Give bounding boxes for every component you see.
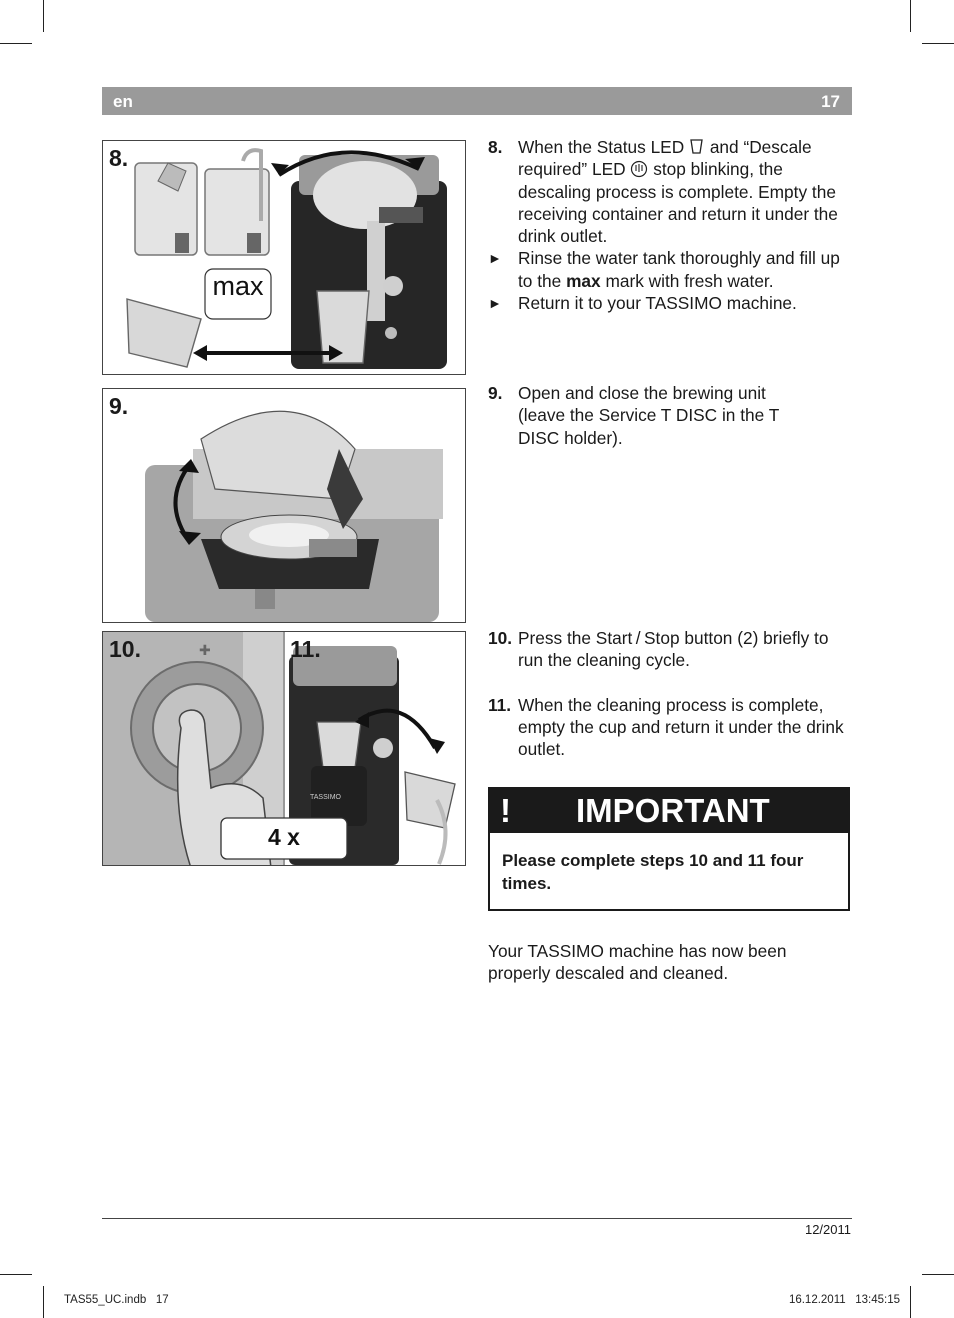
figure-number: 9. xyxy=(109,393,129,419)
step-11 xyxy=(488,694,852,761)
step-text: When the Status LED xyxy=(518,137,685,157)
descale-led-icon xyxy=(630,160,648,178)
bullet-rinse xyxy=(488,247,852,292)
svg-text:✚: ✚ xyxy=(199,643,211,659)
language-code: en xyxy=(113,92,133,111)
figure-step-9 xyxy=(102,388,466,623)
important-body: Please complete steps 10 and 11 four times. xyxy=(502,851,804,893)
step-10 xyxy=(488,627,852,672)
crop-mark xyxy=(910,1286,911,1318)
bullet-arrow-icon: ► xyxy=(488,250,502,267)
step-10-11-instructions xyxy=(488,627,852,760)
repeat-count-label: 4 x xyxy=(268,824,300,850)
conclusion-text: Your TASSIMO machine has now been properly descaled and cleaned. xyxy=(488,941,787,984)
important-notice xyxy=(488,787,850,911)
step-text-bold: max xyxy=(566,270,601,291)
print-file-slug: TAS55_UC.indb 17 xyxy=(64,1294,169,1306)
cup-led-icon xyxy=(689,138,705,155)
step-number: 9. xyxy=(488,383,503,403)
important-header xyxy=(490,789,848,833)
step-text: Rinse the water tank thoroughly and fill up to the xyxy=(518,248,840,291)
step-text: When the cleaning process is complete, empty the cup and return it under the drink outlet. xyxy=(518,694,844,760)
figure-step-8 xyxy=(102,140,466,375)
crop-mark xyxy=(43,0,44,32)
step-text: Return it to your TASSIMO machine. xyxy=(518,293,797,314)
step-text: and “Descale required” LED xyxy=(518,137,812,180)
step-9-instructions xyxy=(488,382,798,449)
step-number: 8. xyxy=(488,137,503,157)
footer-rule xyxy=(102,1218,852,1219)
brewing-unit-illustration xyxy=(103,389,465,622)
step-8-instructions xyxy=(488,136,852,314)
bullet-return xyxy=(488,292,852,314)
step-text: mark with fresh water. xyxy=(605,270,774,291)
important-title: IMPORTANT xyxy=(576,792,770,829)
step-8 xyxy=(488,136,852,247)
step-number: 10. xyxy=(488,628,513,648)
figure-number: 10. xyxy=(109,636,141,662)
step-text: Open and close the brewing unit (leave the Service T DISC in the T DISC holder). xyxy=(518,383,779,448)
page-header xyxy=(102,87,852,115)
figure-steps-10-11 xyxy=(102,631,466,866)
crop-mark xyxy=(910,0,911,32)
crop-mark xyxy=(922,1274,954,1275)
max-mark-label: max xyxy=(212,271,264,301)
step-text: Press the Start / Stop button (2) briefly to run the cleaning cycle. xyxy=(518,628,829,671)
step-number: 11. xyxy=(488,694,512,715)
print-timestamp-slug: 16.12.2011 13:45:15 xyxy=(788,1294,900,1306)
cup-brand-label: TASSIMO xyxy=(310,794,341,801)
crop-mark xyxy=(43,1286,44,1318)
figure-number: 11. xyxy=(290,636,321,662)
step-9 xyxy=(488,382,798,449)
bullet-arrow-icon: ► xyxy=(488,295,502,312)
crop-mark xyxy=(0,1274,32,1275)
descale-rinse-illustration xyxy=(103,141,465,374)
step-text: stop blinking, the descaling process is complete. Empty the receiving container and return it under the drink outlet. xyxy=(518,159,838,247)
page-number: 17 xyxy=(821,92,840,111)
figure-number: 8. xyxy=(109,145,129,171)
crop-mark xyxy=(922,43,954,44)
warning-icon: ! xyxy=(500,792,511,829)
footer-date: 12/2011 xyxy=(804,1222,851,1237)
crop-mark xyxy=(0,43,32,44)
